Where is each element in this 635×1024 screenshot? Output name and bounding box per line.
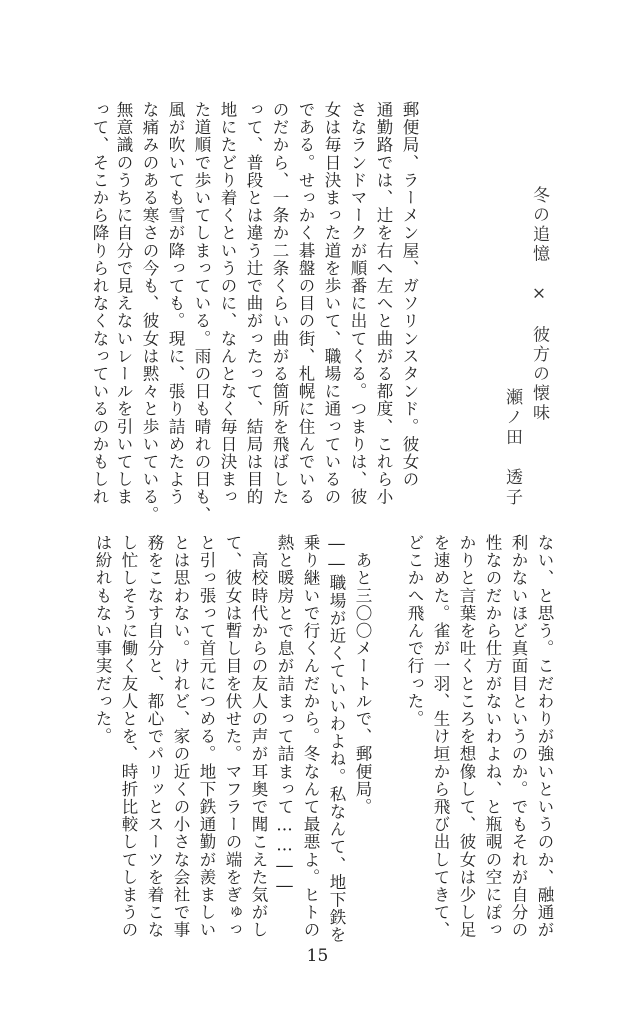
text-column: 風が吹いても雪が降っても。現に、張り詰めたよう xyxy=(166,101,185,506)
text-column: あと三〇〇メートルで、郵便局。 xyxy=(353,534,372,816)
text-column: って、普段とは違う辻で曲がったって、結局は目的 xyxy=(244,101,263,506)
text-column: 熱と暖房とで息が詰まって詰まって……―― xyxy=(275,534,294,896)
text-column: のだから、一条か二条くらい曲がる箇所を飛ばした xyxy=(270,101,289,506)
text-column: を速めた。雀が一羽、生け垣から飛び出してきて、 xyxy=(431,534,450,939)
text-column: ――職場が近くていいわよね。私なんて、地下鉄を xyxy=(327,534,346,944)
text-column: 務をこなす自分と、都心でパリッとスーツを着こな xyxy=(145,534,164,939)
text-column: た道順で歩いてしまっている。雨の日も晴れの日も、 xyxy=(192,101,211,524)
text-column: 女は毎日決まった道を歩いて、職場に通っているの xyxy=(322,101,341,506)
text-column: どこかへ飛んで行った。 xyxy=(405,534,424,728)
text-column: さなランドマークが順番に出てくる。つまりは、彼 xyxy=(348,101,367,506)
text-column: 地にたどり着くというのに、なんとなく毎日決まっ xyxy=(218,101,237,506)
text-column: な痛みのある寒さの今も、彼女は黙々と歩いている。 xyxy=(140,101,159,524)
text-column: は紛れもない事実だった。 xyxy=(93,534,112,746)
text-column: かりと言葉を吐くところを想像して、彼女は少し足 xyxy=(457,534,476,939)
text-column: とは思わない。けれど、家の近くの小さな会社で事 xyxy=(171,534,190,939)
story-title: 冬の追憶 × 彼方の懐味 xyxy=(529,186,549,423)
text-column: と引っ張って首元につめる。地下鉄通勤が羨ましい xyxy=(197,534,216,939)
text-column: 性なのだから仕方がないわよね、と瓶覗の空にぽっ xyxy=(483,534,502,939)
text-column: である。せっかく碁盤の目の街、札幌に住んでいる xyxy=(296,101,315,506)
text-column: し忙しそうに働く友人とを、時折比較してしまうの xyxy=(119,534,138,939)
text-column: って、そこから降りられなくなっているのかもしれ xyxy=(90,101,109,506)
text-column: て、彼女は暫し目を伏せた。マフラーの端をぎゅっ xyxy=(223,534,242,939)
text-column: 郵便局、ラーメン屋、ガソリンスタンド。彼女の xyxy=(400,101,419,489)
text-column: 通勤路では、辻を右へ左へと曲がる都度、これら小 xyxy=(374,101,393,506)
text-column: 無意識のうちに自分で見えないレールを引いてしま xyxy=(114,101,133,506)
text-column: 利かないほど真面目というのか。でもそれが自分の xyxy=(509,534,528,939)
text-column: 乗り継いで行くんだから。冬なんて最悪よ。ヒトの xyxy=(301,534,320,939)
text-column: ない、と思う。こだわりが強いというのか、融通が xyxy=(535,534,554,939)
text-column: 高校時代からの友人の声が耳奥で聞こえた気がし xyxy=(249,534,268,939)
author-name: 瀬ノ田 透子 xyxy=(502,388,522,508)
page-number: 15 xyxy=(306,946,329,966)
